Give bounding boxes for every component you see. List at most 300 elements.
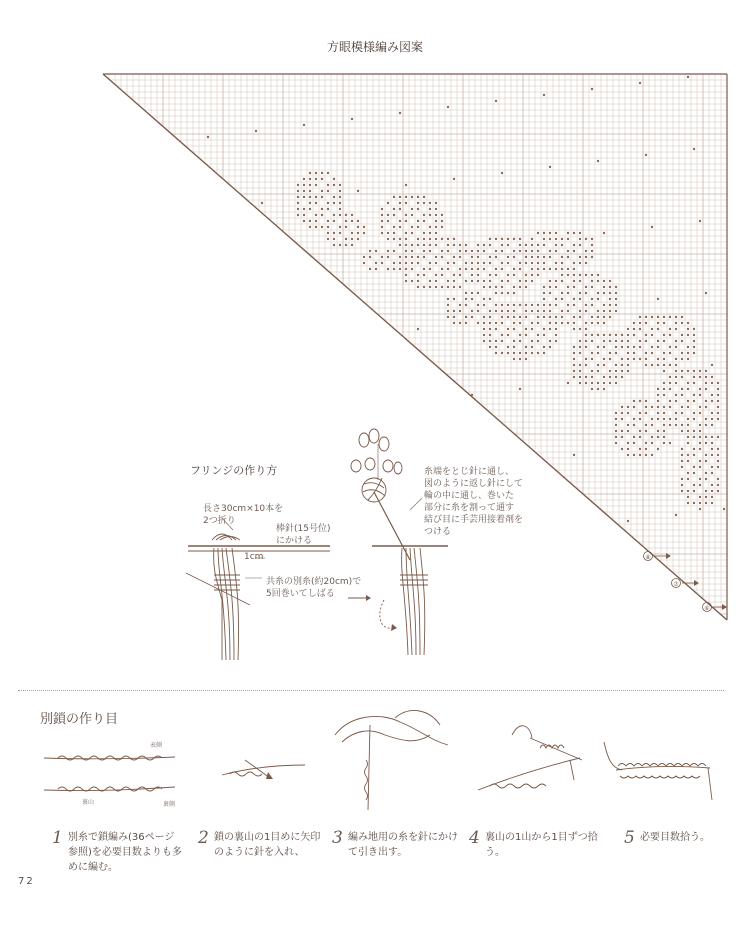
filled-cell <box>483 244 485 246</box>
filled-cell <box>603 232 605 234</box>
filled-cell <box>717 466 719 468</box>
filled-cell <box>351 232 353 234</box>
filled-cell <box>495 346 497 348</box>
filled-cell <box>525 286 527 288</box>
filled-cell <box>501 304 503 306</box>
filled-cell <box>585 364 587 366</box>
filled-cell <box>309 172 311 174</box>
filled-cell <box>585 376 587 378</box>
filled-cell <box>615 370 617 372</box>
filled-cell <box>663 388 665 390</box>
filled-cell <box>597 382 599 384</box>
filled-cell <box>603 388 605 390</box>
filled-cell <box>405 244 407 246</box>
filled-cell <box>417 208 419 210</box>
filled-cell <box>627 406 629 408</box>
filled-cell <box>549 316 551 318</box>
filled-cell <box>585 262 587 264</box>
filled-cell <box>393 268 395 270</box>
filled-cell <box>651 364 653 366</box>
filled-cell <box>411 268 413 270</box>
filled-cell <box>477 262 479 264</box>
filled-cell <box>579 376 581 378</box>
filled-cell <box>435 280 437 282</box>
filled-cell <box>327 172 329 174</box>
filled-cell <box>513 346 515 348</box>
filled-cell <box>405 262 407 264</box>
filled-cell <box>639 436 641 438</box>
filled-cell <box>333 178 335 180</box>
filled-cell <box>693 328 695 330</box>
filled-cell <box>603 346 605 348</box>
filled-cell <box>579 352 581 354</box>
filled-cell <box>717 382 719 384</box>
step-3-text: 編み地用の糸を針にかけ て引き出す。 <box>348 832 458 858</box>
filled-cell <box>339 190 341 192</box>
filled-cell <box>687 442 689 444</box>
filled-cell <box>477 304 479 306</box>
filled-cell <box>525 274 527 276</box>
filled-cell <box>525 328 527 330</box>
step-1-text: 別糸で鎖編み(36ページ 参照)を必要目数よりも多 めに編む。 <box>68 832 182 873</box>
filled-cell <box>339 226 341 228</box>
filled-cell <box>687 322 689 324</box>
filled-cell <box>423 232 425 234</box>
filled-cell <box>447 304 449 306</box>
filled-cell <box>525 304 527 306</box>
filled-cell <box>645 322 647 324</box>
filled-cell <box>471 274 473 276</box>
filled-cell <box>693 490 695 492</box>
filled-cell <box>429 214 431 216</box>
filled-cell <box>501 244 503 246</box>
filled-cell <box>369 268 371 270</box>
filled-cell <box>645 316 647 318</box>
filled-cell <box>687 358 689 360</box>
filled-cell <box>381 256 383 258</box>
filled-cell <box>717 418 719 420</box>
filled-cell <box>597 364 599 366</box>
filled-cell <box>489 310 491 312</box>
filled-cell <box>585 238 587 240</box>
filled-cell <box>657 358 659 360</box>
filled-cell <box>615 364 617 366</box>
filled-cell <box>537 268 539 270</box>
filled-cell <box>531 340 533 342</box>
filled-cell <box>567 286 569 288</box>
filled-cell <box>489 274 491 276</box>
filled-cell <box>483 280 485 282</box>
filled-cell <box>555 304 557 306</box>
filled-cell <box>303 208 305 210</box>
filled-cell <box>477 268 479 270</box>
filled-cell <box>489 280 491 282</box>
filled-cell <box>429 244 431 246</box>
filled-cell <box>345 244 347 246</box>
filled-cell <box>471 292 473 294</box>
filled-cell <box>357 238 359 240</box>
filled-cell <box>561 298 563 300</box>
filled-cell <box>657 418 659 420</box>
filled-cell <box>603 376 605 378</box>
filled-cell <box>405 238 407 240</box>
filled-cell <box>555 262 557 264</box>
filled-cell <box>615 346 617 348</box>
filled-cell <box>477 274 479 276</box>
filled-cell <box>483 268 485 270</box>
filled-cell <box>507 280 509 282</box>
filled-cell <box>717 490 719 492</box>
filled-cell <box>717 454 719 456</box>
filled-cell <box>537 340 539 342</box>
filled-cell <box>333 214 335 216</box>
filled-cell <box>609 382 611 384</box>
fringe-note-1cm: 1cm <box>244 552 264 562</box>
filled-cell <box>411 250 413 252</box>
filled-cell <box>717 388 719 390</box>
filled-cell <box>525 280 527 282</box>
filled-cell <box>663 394 665 396</box>
filled-cell <box>633 406 635 408</box>
filled-cell <box>399 220 401 222</box>
filled-cell <box>573 250 575 252</box>
filled-cell <box>615 292 617 294</box>
filled-cell <box>687 436 689 438</box>
filled-cell <box>363 226 365 228</box>
filled-cell <box>657 430 659 432</box>
filled-cell <box>585 382 587 384</box>
filled-cell <box>417 328 419 330</box>
filled-cell <box>579 298 581 300</box>
filled-cell <box>645 442 647 444</box>
filled-cell <box>603 304 605 306</box>
filled-cell <box>531 310 533 312</box>
filled-cell <box>687 370 689 372</box>
filled-cell <box>471 268 473 270</box>
filled-cell <box>489 256 491 258</box>
filled-cell <box>495 328 497 330</box>
filled-cell <box>525 352 527 354</box>
filled-cell <box>507 328 509 330</box>
filled-cell <box>627 340 629 342</box>
filled-cell <box>339 244 341 246</box>
label-reverse: 裏側 <box>163 801 176 808</box>
filled-cell <box>333 220 335 222</box>
filled-cell <box>555 340 557 342</box>
filled-cell <box>615 382 617 384</box>
filled-cell <box>669 316 671 318</box>
filled-cell <box>609 304 611 306</box>
filled-cell <box>705 418 707 420</box>
page-number: 72 <box>18 876 35 887</box>
filled-cell <box>603 316 605 318</box>
filled-cell <box>363 262 365 264</box>
filled-cell <box>657 394 659 396</box>
filled-cell <box>537 274 539 276</box>
filled-cell <box>639 340 641 342</box>
filled-cell <box>429 226 431 228</box>
filled-cell <box>579 256 581 258</box>
filled-cell <box>573 280 575 282</box>
filled-cell <box>537 310 539 312</box>
filled-cell <box>495 292 497 294</box>
filled-cell <box>531 322 533 324</box>
filled-cell <box>687 430 689 432</box>
filled-cell <box>477 322 479 324</box>
filled-cell <box>621 346 623 348</box>
filled-cell <box>459 256 461 258</box>
filled-cell <box>483 286 485 288</box>
filled-cell <box>549 346 551 348</box>
filled-cell <box>549 304 551 306</box>
filled-cell <box>435 220 437 222</box>
filled-cell <box>687 400 689 402</box>
filled-cell <box>543 334 545 336</box>
filled-cell <box>345 220 347 222</box>
filled-cell <box>561 292 563 294</box>
filled-cell <box>681 316 683 318</box>
filled-cell <box>693 436 695 438</box>
filled-cell <box>297 190 299 192</box>
filled-cell <box>531 328 533 330</box>
filled-cell <box>555 244 557 246</box>
filled-cell <box>489 346 491 348</box>
filled-cell <box>309 202 311 204</box>
filled-cell <box>711 394 713 396</box>
step-2-number: 2 <box>198 828 209 848</box>
filled-cell <box>615 334 617 336</box>
filled-cell <box>645 400 647 402</box>
filled-cell <box>423 196 425 198</box>
filled-cell <box>645 340 647 342</box>
filled-cell <box>405 274 407 276</box>
filled-cell <box>489 262 491 264</box>
filled-cell <box>399 238 401 240</box>
filled-cell <box>663 424 665 426</box>
filled-cell <box>603 358 605 360</box>
filled-cell <box>441 226 443 228</box>
filled-cell <box>303 214 305 216</box>
filled-cell <box>573 376 575 378</box>
filled-cell <box>465 250 467 252</box>
filled-cell <box>711 502 713 504</box>
filled-cell <box>663 316 665 318</box>
filled-cell <box>639 328 641 330</box>
filled-cell <box>705 388 707 390</box>
filled-cell <box>519 340 521 342</box>
filled-cell <box>555 322 557 324</box>
filled-cell <box>525 262 527 264</box>
filled-cell <box>261 202 263 204</box>
filled-cell <box>567 310 569 312</box>
filled-cell <box>465 298 467 300</box>
filled-cell <box>537 244 539 246</box>
filled-cell <box>435 244 437 246</box>
filled-cell <box>669 424 671 426</box>
filled-cell <box>699 412 701 414</box>
step-5-text: 必要目数拾う。 <box>640 832 710 843</box>
filled-cell <box>297 208 299 210</box>
filled-cell <box>615 442 617 444</box>
filled-cell <box>447 244 449 246</box>
filled-cell <box>621 340 623 342</box>
filled-cell <box>351 118 353 120</box>
filled-cell <box>621 418 623 420</box>
filled-cell <box>315 226 317 228</box>
filled-cell <box>543 286 545 288</box>
filled-cell <box>663 382 665 384</box>
filled-cell <box>615 298 617 300</box>
filled-cell <box>573 358 575 360</box>
marker-8-label: ⑧ <box>645 554 651 561</box>
filled-cell <box>555 298 557 300</box>
filled-cell <box>651 334 653 336</box>
filled-cell <box>591 322 593 324</box>
filled-cell <box>405 280 407 282</box>
filled-cell <box>507 352 509 354</box>
filled-cell <box>315 178 317 180</box>
filled-cell <box>573 352 575 354</box>
filled-cell <box>405 232 407 234</box>
filled-cell <box>693 382 695 384</box>
filled-cell <box>579 310 581 312</box>
filled-cell <box>387 268 389 270</box>
step-4-number: 4 <box>469 828 480 848</box>
filled-cell <box>687 478 689 480</box>
filled-cell <box>573 370 575 372</box>
filled-cell <box>555 268 557 270</box>
filled-cell <box>555 334 557 336</box>
filled-cell <box>303 184 305 186</box>
filled-cell <box>579 316 581 318</box>
filled-cell <box>477 250 479 252</box>
filled-cell <box>525 316 527 318</box>
filled-cell <box>651 406 653 408</box>
filled-cell <box>633 436 635 438</box>
filled-cell <box>549 250 551 252</box>
filled-cell <box>645 454 647 456</box>
filled-cell <box>459 286 461 288</box>
filled-cell <box>465 316 467 318</box>
filled-cell <box>525 358 527 360</box>
step-4-text: 裏山の1山から1目ずつ拾 う。 <box>485 832 598 858</box>
filled-cell <box>333 238 335 240</box>
filled-cell <box>675 358 677 360</box>
filled-cell <box>405 256 407 258</box>
chart-filled-cells <box>207 76 725 522</box>
filled-cell <box>543 346 545 348</box>
filled-cell <box>633 442 635 444</box>
filled-cell <box>663 322 665 324</box>
filled-cell <box>363 256 365 258</box>
filled-cell <box>573 316 575 318</box>
filled-cell <box>675 400 677 402</box>
filled-cell <box>537 256 539 258</box>
filled-cell <box>699 388 701 390</box>
filled-cell <box>381 208 383 210</box>
filled-cell <box>687 424 689 426</box>
filled-cell <box>627 448 629 450</box>
filled-cell <box>639 82 641 84</box>
filled-cell <box>573 328 575 330</box>
filled-cell <box>447 106 449 108</box>
filled-cell <box>663 418 665 420</box>
filled-cell <box>621 334 623 336</box>
filled-cell <box>591 238 593 240</box>
filled-cell <box>561 262 563 264</box>
filled-cell <box>567 232 569 234</box>
filled-cell <box>429 250 431 252</box>
filled-cell <box>561 238 563 240</box>
filled-cell <box>675 322 677 324</box>
filled-cell <box>429 208 431 210</box>
filled-cell <box>519 268 521 270</box>
fringe-note-finish: 糸端をとじ針に通し、 図のように返し針にして 輪の中に通し、巻いた 部分に糸を割って通す 結び目に手芸用接着剤を つける <box>424 467 524 537</box>
filled-cell <box>507 238 509 240</box>
filled-cell <box>393 208 395 210</box>
filled-cell <box>609 298 611 300</box>
filled-cell <box>639 400 641 402</box>
filled-cell <box>333 232 335 234</box>
filled-cell <box>585 346 587 348</box>
filled-cell <box>519 280 521 282</box>
filled-cell <box>423 238 425 240</box>
filled-cell <box>477 292 479 294</box>
filled-cell <box>603 334 605 336</box>
filled-cell <box>399 196 401 198</box>
filled-cell <box>519 352 521 354</box>
filled-cell <box>717 394 719 396</box>
filled-cell <box>297 196 299 198</box>
filled-cell <box>639 418 641 420</box>
filled-cell <box>591 280 593 282</box>
filled-cell <box>579 370 581 372</box>
filled-cell <box>525 244 527 246</box>
filled-cell <box>447 298 449 300</box>
filled-cell <box>429 262 431 264</box>
filled-cell <box>429 232 431 234</box>
filled-cell <box>423 268 425 270</box>
filled-cell <box>333 196 335 198</box>
filled-cell <box>711 412 713 414</box>
filled-cell <box>621 448 623 450</box>
filled-cell <box>471 316 473 318</box>
filled-cell <box>513 352 515 354</box>
filled-cell <box>657 328 659 330</box>
filled-cell <box>543 298 545 300</box>
filled-cell <box>669 364 671 366</box>
filled-cell <box>633 454 635 456</box>
filled-cell <box>255 130 257 132</box>
filled-cell <box>717 400 719 402</box>
filled-cell <box>627 364 629 366</box>
filled-cell <box>381 262 383 264</box>
filled-cell <box>501 172 503 174</box>
filled-cell <box>585 256 587 258</box>
filled-cell <box>555 250 557 252</box>
filled-cell <box>615 430 617 432</box>
filled-cell <box>585 358 587 360</box>
filled-cell <box>501 322 503 324</box>
filled-cell <box>693 340 695 342</box>
filled-cell <box>417 286 419 288</box>
filled-cell <box>657 346 659 348</box>
filled-cell <box>543 316 545 318</box>
filled-cell <box>537 322 539 324</box>
filled-cell <box>591 304 593 306</box>
filled-cell <box>417 196 419 198</box>
filled-cell <box>447 250 449 252</box>
